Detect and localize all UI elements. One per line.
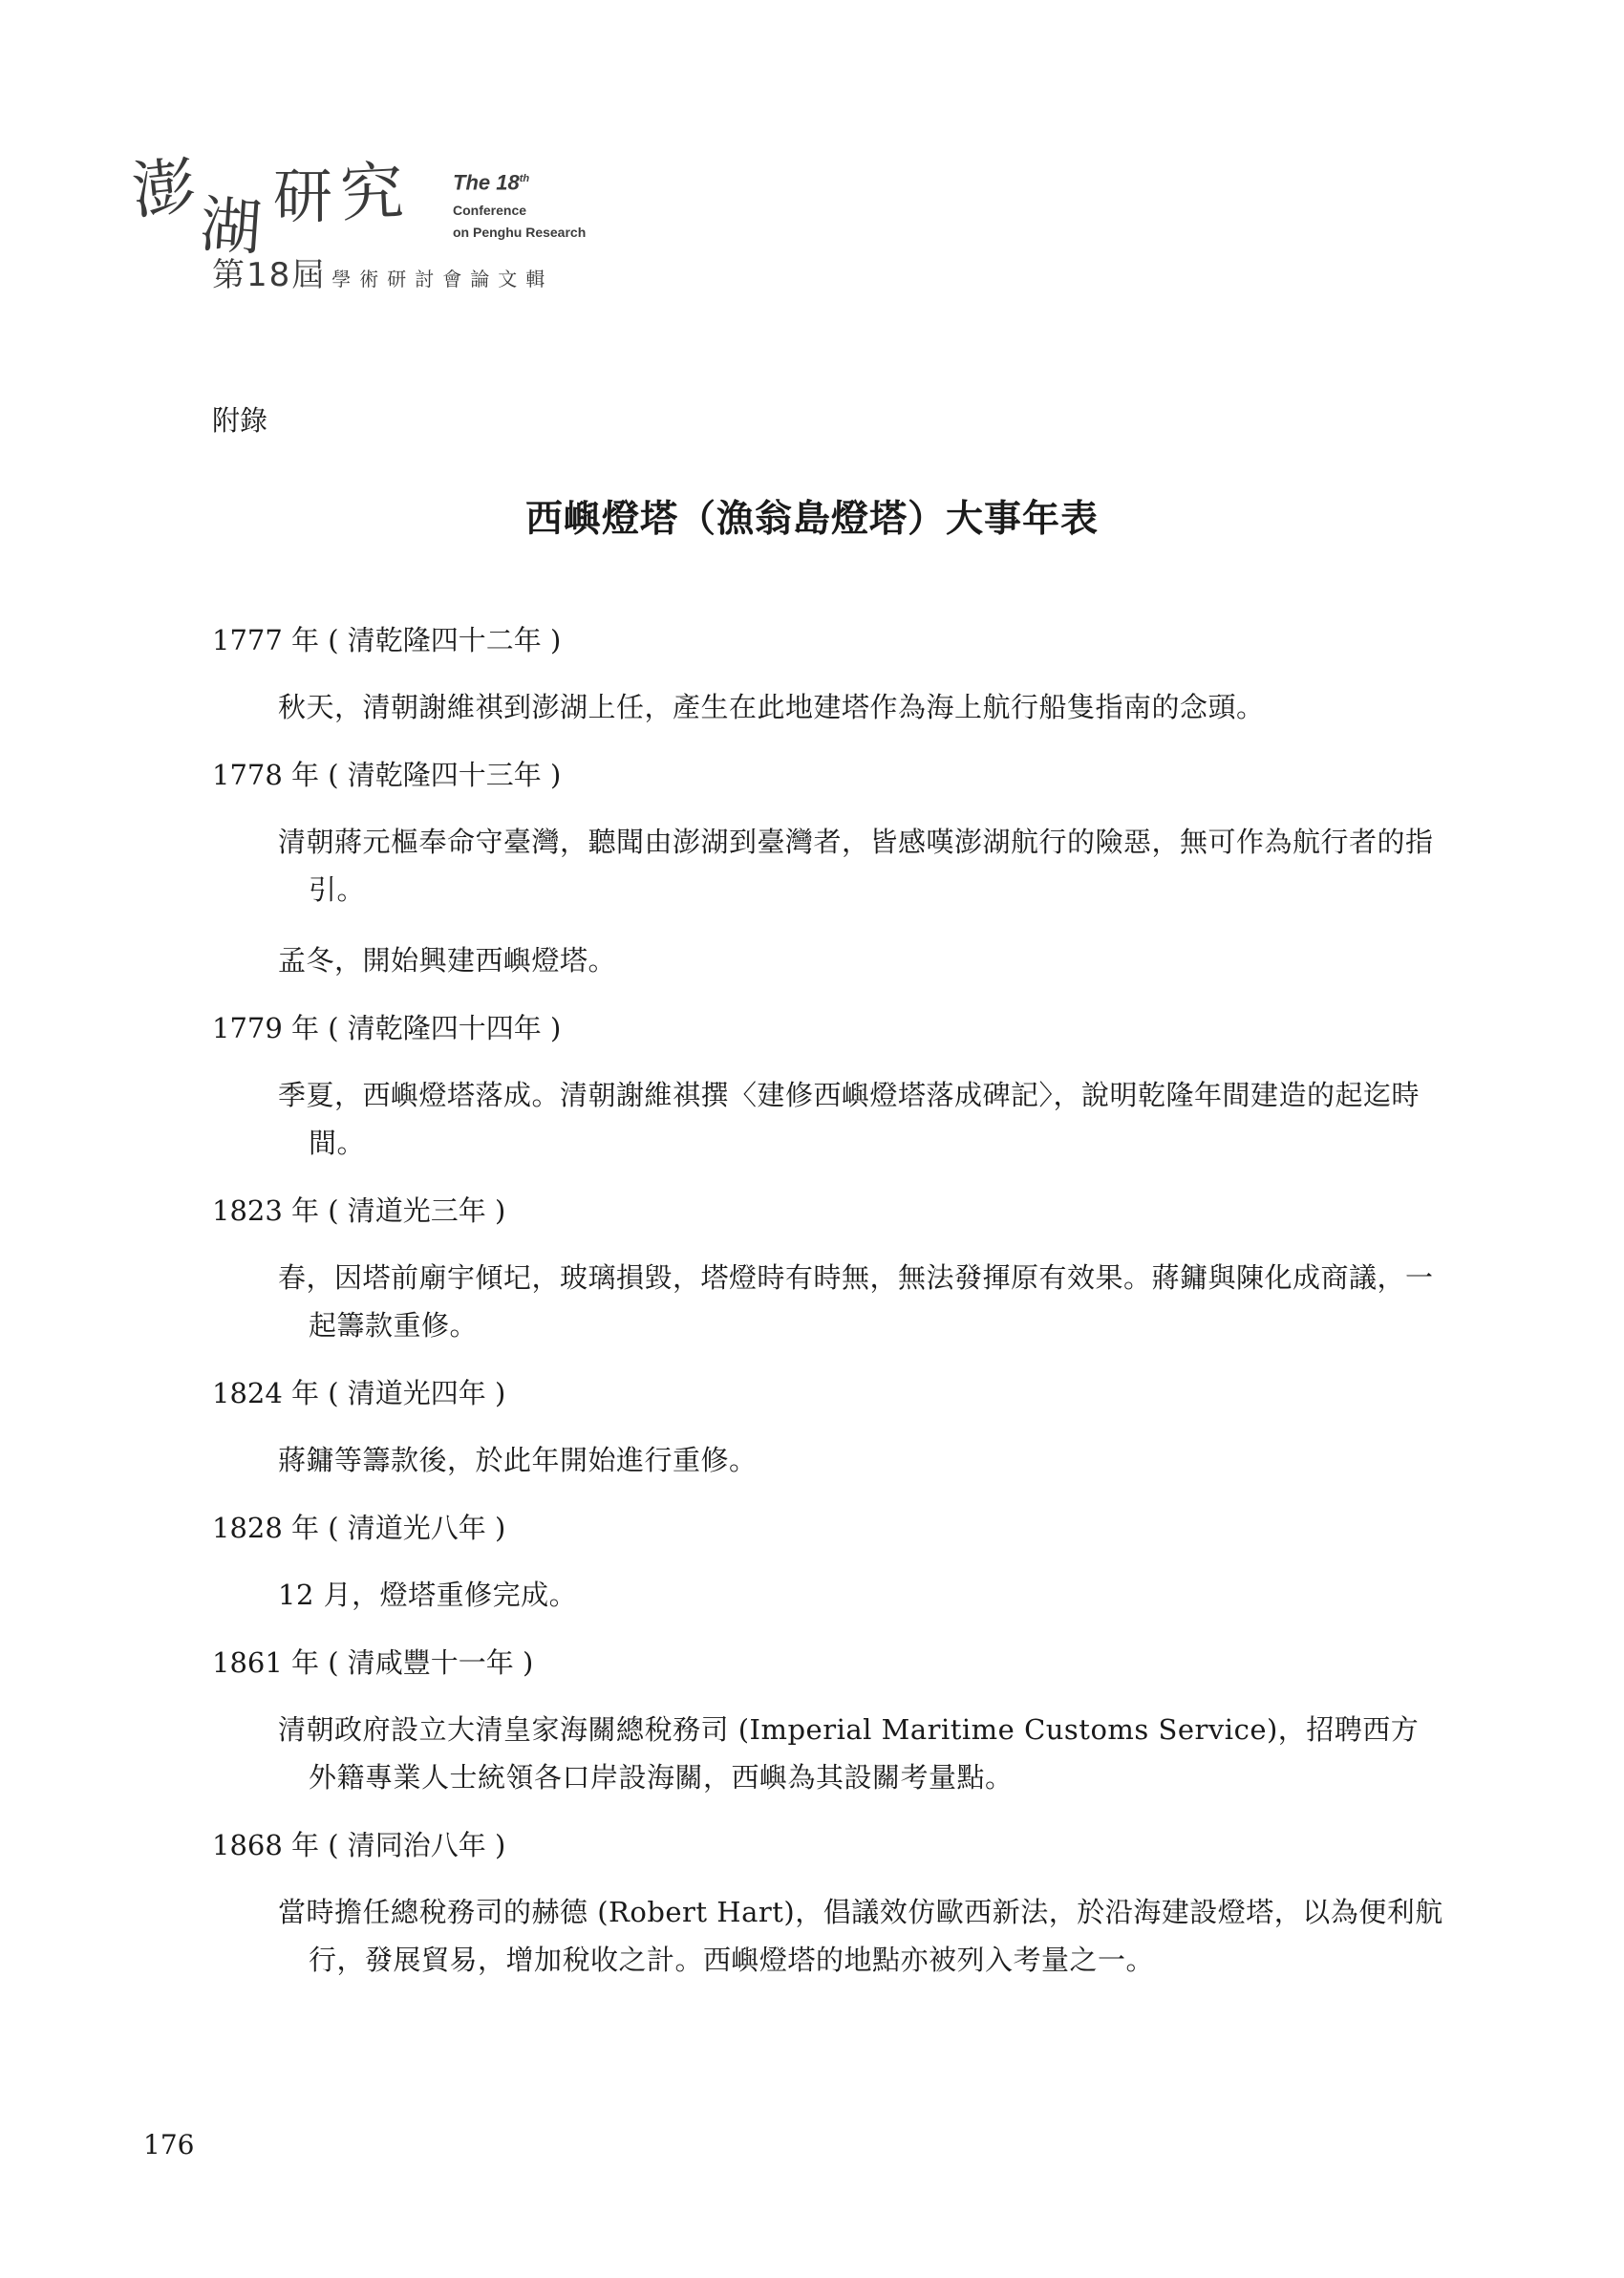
logo-char: 湖 [198,189,267,266]
entry-year: 1777 年 ( 清乾隆四十二年 ) [212,624,562,656]
logo-english-text [453,166,586,243]
entry-paragraph: 清朝蔣元樞奉命守臺灣，聽聞由澎湖到臺灣者，皆感嘆澎湖航行的險惡，無可作為航行者的指引。 [278,826,1434,906]
logo-subtitle [212,248,553,295]
entry-year: 1868 年 ( 清同治八年 ) [212,1829,506,1861]
logo-proceedings-cn: 學術研討會論文輯 [331,268,554,290]
entry-paragraph: 當時擔任總稅務司的赫德 (Robert Hart)，倡議效仿歐西新法，於沿海建設燈塔，以為便利航行，發展貿易，增加稅收之計。西嶼燈塔的地點亦被列入考量之一。 [278,1896,1443,1976]
chronology [212,619,1444,2007]
logo-edition-cn: 第18屆 [212,256,327,294]
logo-char: 究 [338,154,408,231]
entry-paragraph: 春，因塔前廟宇傾圮，玻璃損毀，塔燈時有時無，無法發揮原有效果。蔣鏞與陳化成商議，一起籌款重修。 [278,1261,1434,1342]
logo-char: 研 [273,161,335,231]
page-title: 西嶼燈塔（漁翁島燈塔）大事年表 [524,497,1099,541]
entry-year: 1824 年 ( 清道光四年 ) [212,1377,506,1409]
entry-year: 1778 年 ( 清乾隆四十三年 ) [212,759,562,791]
page-number: 176 [143,2129,195,2160]
entry-paragraph: 清朝政府設立大清皇家海關總稅務司 (Imperial Maritime Customs Service)，招聘西方外籍專業人士統領各口岸設海關，西嶼為其設關考量點。 [278,1713,1420,1794]
conference-logo [128,132,629,294]
entry-year: 1779 年 ( 清乾隆四十四年 ) [212,1012,562,1044]
entry-paragraph: 蔣鏞等籌款後，於此年開始進行重修。 [278,1444,758,1476]
entry-paragraph: 秋天，清朝謝維祺到澎湖上任，產生在此地建塔作為海上航行船隻指南的念頭。 [278,691,1265,723]
entry-year: 1828 年 ( 清道光八年 ) [212,1512,506,1544]
logo-char: 澎 [128,148,202,229]
entry-year: 1823 年 ( 清道光三年 ) [212,1194,506,1227]
entry-year: 1861 年 ( 清咸豐十一年 ) [212,1646,534,1679]
appendix-label: 附錄 [212,404,268,437]
logo-penghu-research: on Penghu Research [453,225,587,241]
entry-paragraph: 季夏，西嶼燈塔落成。清朝謝維祺撰〈建修西嶼燈塔落成碑記〉，說明乾隆年間建造的起迄時間。 [278,1079,1421,1159]
logo-conference: Conference [453,203,527,219]
entry-paragraph: 12 月，燈塔重修完成。 [278,1579,578,1611]
logo-edition: The 18th [453,170,530,195]
entry-paragraph: 孟冬，開始興建西嶼燈塔。 [278,944,617,977]
